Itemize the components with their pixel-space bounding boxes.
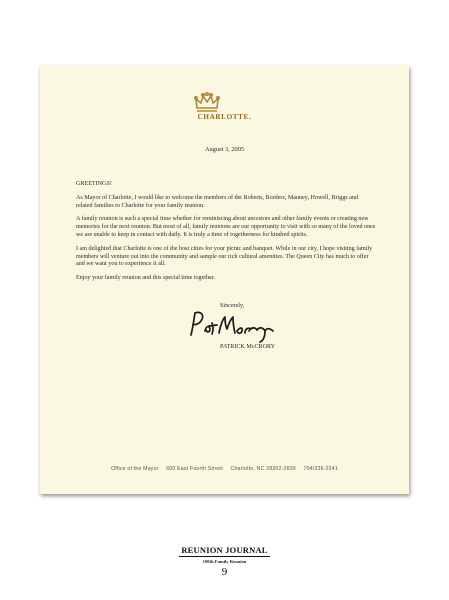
letter-date: August 3, 2005 (204, 146, 245, 153)
letterhead-footer (40, 466, 409, 472)
letter-body (76, 181, 376, 289)
footer-address: 600 East Fourth Street (166, 466, 223, 472)
letter-paragraph: A family reunion is such a special time whether for reminiscing about ancestors and other family events or creating new memories for the next reunion. But most of all, family reunions are our opportunity to visit with so many of the loved ones we are unable to keep in contact with daily. It is truly a time of togetherness for kindred spirits. (76, 216, 376, 238)
handwritten-signature (185, 309, 275, 343)
journal-footer (0, 540, 449, 578)
footer-office: Office of the Mayor (111, 466, 159, 472)
letter-paragraph: I am delighted that Charlotte is one of the host cities for your picnic and banquet. While in our city, I hope visiting family members will venture out into the community and sample our rich cultural amenities. The Queen City has much to offer and we want you to experience it all. (76, 245, 373, 268)
journal-title: REUNION JOURNAL (181, 545, 268, 555)
page-number: 9 (221, 566, 228, 578)
letter-paragraph: As Mayor of Charlotte, I would like to welcome the members of the Roberts, Borders, Mauney, Howell, Briggs and related families to Charlotte for your family reunion. (76, 194, 359, 209)
signer-name: PATRICK McCRORY (220, 344, 276, 350)
footer-phone: 704/336-2241 (303, 466, 338, 472)
letter-page (40, 66, 409, 494)
letter-paragraph: Enjoy your family reunion and this special time together. (76, 275, 215, 282)
journal-subtitle: 100th Family Reunion (202, 559, 247, 564)
letter-closing: Sincerely, (220, 303, 245, 309)
crown-logo-icon (194, 92, 220, 114)
letterhead-logo-text: CHARLOTTE. (197, 113, 252, 121)
letter-greeting: GREETINGS! (76, 181, 112, 187)
footer-city: Charlotte, NC 28202-2839 (230, 466, 296, 472)
